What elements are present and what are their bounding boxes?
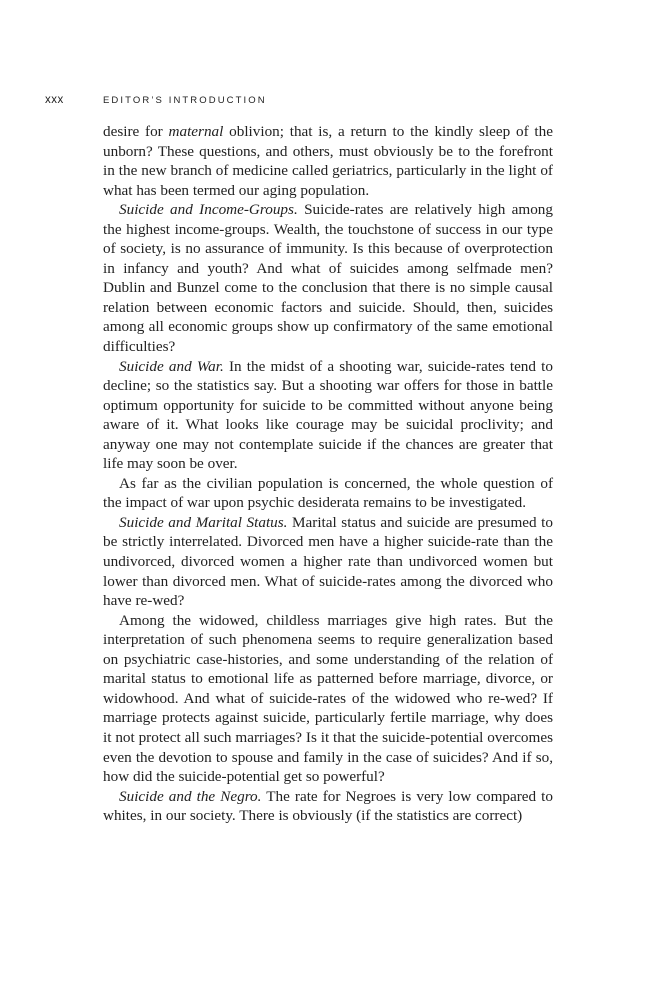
section-run-in-heading: Suicide and War. (119, 357, 224, 375)
italic-text: maternal (168, 123, 224, 140)
paragraph (103, 122, 553, 200)
paragraph (103, 513, 553, 611)
body-text (103, 122, 553, 826)
section-run-in-heading: Suicide and the Negro. (119, 787, 262, 805)
paragraph (103, 474, 553, 513)
running-head (45, 94, 565, 110)
paragraph-text: Suicide-rates are relatively high among the highest income-groups. Wealth, the touchstone of success in our type of society, is no assurance of immunity. Is this because of overprotection in infancy and youth? And what of suicides among selfmade men? Dublin and Bunzel come to the conclusion that there is no simple causal relation between economic factors and suicide. Should, then, suicides among all economic groups show up confirmatory of the same emotional difficulties? (103, 201, 553, 356)
chapter-title: EDITOR’S INTRODUCTION (103, 95, 267, 106)
paragraph (103, 611, 553, 787)
section-run-in-heading: Suicide and Income-Groups. (119, 201, 298, 219)
section-run-in-heading: Suicide and Marital Status. (119, 513, 288, 531)
paragraph-text: Among the widowed, childless marriages give high rates. But the interpretation of such phenomena seems to require generalization based on psychiatric case-histories, and some understanding of the relation of marital status to emotional life as patterned before marriage, divorce, or widowhood. And what of suicide-rates of the widowed who re-wed? If marriage protects against suicide, particularly fertile marriage, why does it not protect all such marriages? Is it that the suicide-potential overcomes even the devotion to spouse and family in the case of suicides? And if so, how did the suicide-potential get so powerful? (103, 611, 553, 786)
paragraph-text: The rate for Negroes is very low compared to whites, in our society. There is obviously (if the statistics are correct) (103, 787, 553, 825)
paragraph-text: Marital status and suicide are presumed to be strictly interrelated. Divorced men have a higher suicide-rate than the undivorced, divorced women a higher rate than undivorced women but lower than divorced men. What of suicide-rates among the divorced who have re-wed? (103, 513, 553, 610)
paragraph-text: oblivion; that is, a return to the kindly sleep of the unborn? These questions, and others, must obviously be to the forefront in the new branch of medicine called geriatrics, particularly in the light of what has been termed our aging population. (103, 123, 553, 199)
paragraph (103, 787, 553, 826)
paragraph-text: In the midst of a shooting war, suicide-rates tend to decline; so the statistics say. But a shooting war offers for those in battle optimum opportunity for suicide to be committed without anyone being aware of it. What looks like courage may be suicidal proclivity; and anyway one may not contemplate suicide if the chances are greater that life may soon be over. (103, 357, 553, 473)
page-number: xxx (45, 94, 64, 106)
paragraph-text: As far as the civilian population is concerned, the whole question of the impact of war upon psychic desiderata remains to be investigated. (103, 474, 553, 512)
paragraph (103, 357, 553, 474)
paragraph-text: desire for (103, 123, 169, 140)
paragraph (103, 200, 553, 356)
